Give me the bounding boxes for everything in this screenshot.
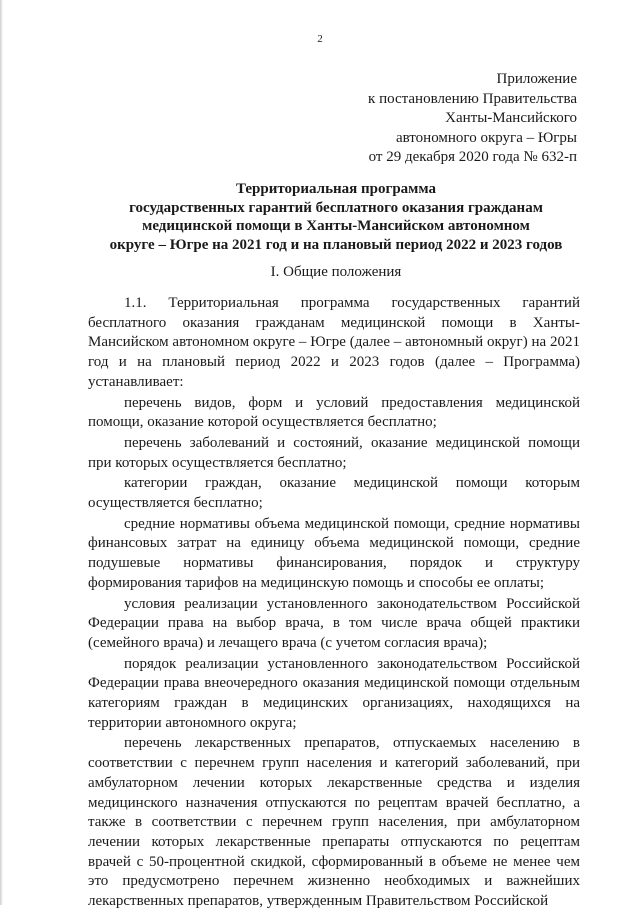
paragraph: перечень видов, форм и условий предоставления медицинской помощи, оказание которой осуществляется бесплатно; bbox=[88, 394, 580, 431]
appendix-line: Приложение bbox=[496, 71, 577, 87]
paragraph: перечень лекарственных препаратов, отпускаемых населению в соответствии с перечнем групп населения и категорий заболеваний, при амбулаторном лечении которых лекарственные средства и изделия медицинского назначения отпускаются по рецептам врачей бесплатно, а также в соответствии с перечнем групп населения, при амбулаторном лечении которых лекарственные препараты отпускаются по рецептам врачей с 50-процентной скидкой, сформированный в объеме не менее чем это предусмотрено перечнем жизненно необходимых и важнейших лекарственных препаратов, утвержденным Правительством Российской bbox=[88, 735, 580, 910]
section-heading: I. Общие положения bbox=[270, 264, 402, 280]
document-title bbox=[88, 180, 584, 254]
paragraph: порядок реализации установленного законодательством Российской Федерации права внеочередного оказания медицинской помощи отдельным категориям граждан в медицинских организациях, находящихся на территории автономного округа; bbox=[88, 655, 580, 731]
paragraph: 1.1. Территориальная программа государственных гарантий бесплатного оказания гражданам медицинской помощи в Ханты-Мансийском автономном округе – Югре (далее – автономный округ) на 2021 год и на плановый период 2022 и 2023 годов (далее – Программа) устанавливает: bbox=[88, 295, 580, 390]
title-line: Территориальная программа bbox=[235, 181, 437, 197]
title-line: государственных гарантий бесплатного оказания гражданам bbox=[129, 199, 543, 216]
body-text bbox=[88, 294, 580, 912]
appendix-block bbox=[368, 70, 577, 168]
paragraph: перечень заболеваний и состояний, оказание медицинской помощи при которых осуществляется бесплатно; bbox=[88, 434, 580, 471]
page-number: 2 bbox=[317, 33, 323, 45]
scan-edge bbox=[0, 0, 3, 905]
appendix-line: к постановлению Правительства bbox=[368, 90, 577, 107]
title-line: медицинской помощи в Ханты-Мансийском автономном bbox=[142, 218, 530, 234]
paragraph: средние нормативы объема медицинской помощи, средние нормативы финансовых затрат на единицу объема медицинской помощи, средние подушевые нормативы финансирования, порядок и структуру формирования тарифов на медицинскую помощь и способы ее оплаты; bbox=[88, 515, 580, 591]
title-line: округе – Югре на 2021 год и на плановый период 2022 и 2023 годов bbox=[109, 236, 563, 253]
appendix-line: автономного округа – Югры bbox=[395, 129, 577, 146]
appendix-line: Ханты-Мансийского bbox=[445, 110, 577, 126]
paragraph: условия реализации установленного законодательством Российской Федерации права на выбор врача, в том числе врача общей практики (семейного врача) и лечащего врача (с учетом согласия врача); bbox=[88, 595, 580, 651]
paragraph: категории граждан, оказание медицинской помощи которым осуществляется бесплатно; bbox=[88, 475, 580, 512]
appendix-line: от 29 декабря 2020 года № 632-п bbox=[368, 149, 577, 165]
